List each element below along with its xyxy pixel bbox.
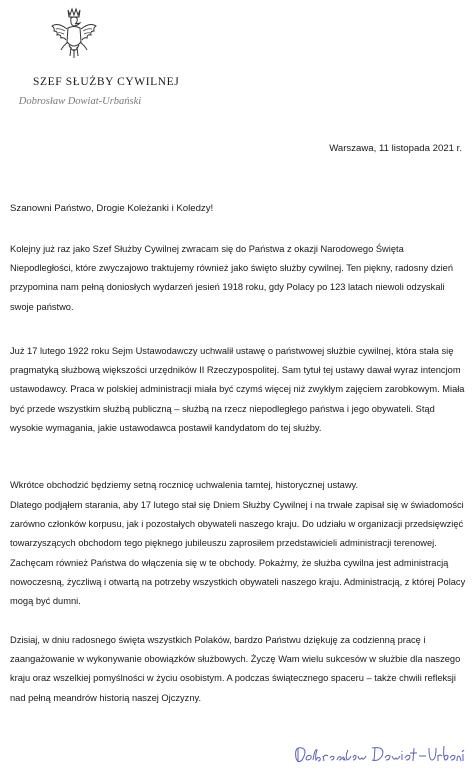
paragraph: Dzisiaj, w dniu radosnego święta wszystkich Polaków, bardzo Państwu dziękuję za codzienną pracę i zaangażowanie w wykonywanie obowiązków służbowych. Życzę Wam wielu sukcesów w służbie dla naszego kraju oraz wszelkiej pomyślności w życiu osobistym. A podczas świątecznego spaceru – także chwili refleksji nad pełną meandrów historią naszej Ojczyzny. xyxy=(10,635,461,703)
paragraph: Wkrótce obchodzić będziemy setną rocznicę uchwalenia tamtej, historycznej ustawy. xyxy=(10,480,359,490)
office-holder-name: Dobrosław Dowiat-Urbański xyxy=(18,96,142,107)
handwritten-signature xyxy=(290,740,470,768)
place-date: Warszawa, 11 listopada 2021 r. xyxy=(329,143,462,154)
greeting: Szanowni Państwo, Drogie Koleżanki i Koledzy! xyxy=(10,203,214,214)
paragraph: Kolejny już raz jako Szef Służby Cywilnej zwracam się do Państwa z okazji Narodowego Święta Niepodległości, które zwyczajowo traktujemy również jako święto służby cywilnej. Ten piękny, radosny dzień przypomina nam pełną doniosłych wydarzeń jesień 1918 roku, gdy Polacy po 123 latach niewoli odzyskali swoje państwo. xyxy=(10,244,454,312)
office-title: SZEF SŁUŻBY CYWILNEJ xyxy=(33,76,180,88)
polish-eagle-emblem-icon xyxy=(50,6,98,64)
paragraph: Już 17 lutego 1922 roku Sejm Ustawodawczy uchwalił ustawę o państwowej służbie cywilnej, która stała się pragmatyką służbową większości urzędników II Rzeczypospolitej. Sam tytuł tej ustawy dawał wyraz intencjom ustawodawcy. Praca w polskiej administracji miała być czymś więcej niż zwykłym zajęciem zarobkowym. Miała być przede wszystkim służbą publiczną – służbą na rzecz niepodległego państwa i jego obywateli. Stąd wysokie wymagania, jakie ustawodawca postawił kandydatom do tej służby. xyxy=(10,346,465,433)
paragraph: Dlatego podjąłem starania, aby 17 lutego stał się Dniem Służby Cywilnej i na trwałe zapisał się w świadomości zarówno członków korpusu, jak i pozostałych obywateli naszego kraju. Do udziału w organizacji przedsięwzięć towarzyszących obchodom tego pięknego jubileuszu zaprosiłem przedstawicieli administracji terenowej. Zachęcam również Państwa do włączenia się w te obchody. Pokażmy, że służba cywilna jest administracją nowoczesną, życzliwą i otwartą na potrzeby wszystkich obywateli naszego kraju. Administracją, z której Polacy mogą być dumni. xyxy=(10,500,466,607)
